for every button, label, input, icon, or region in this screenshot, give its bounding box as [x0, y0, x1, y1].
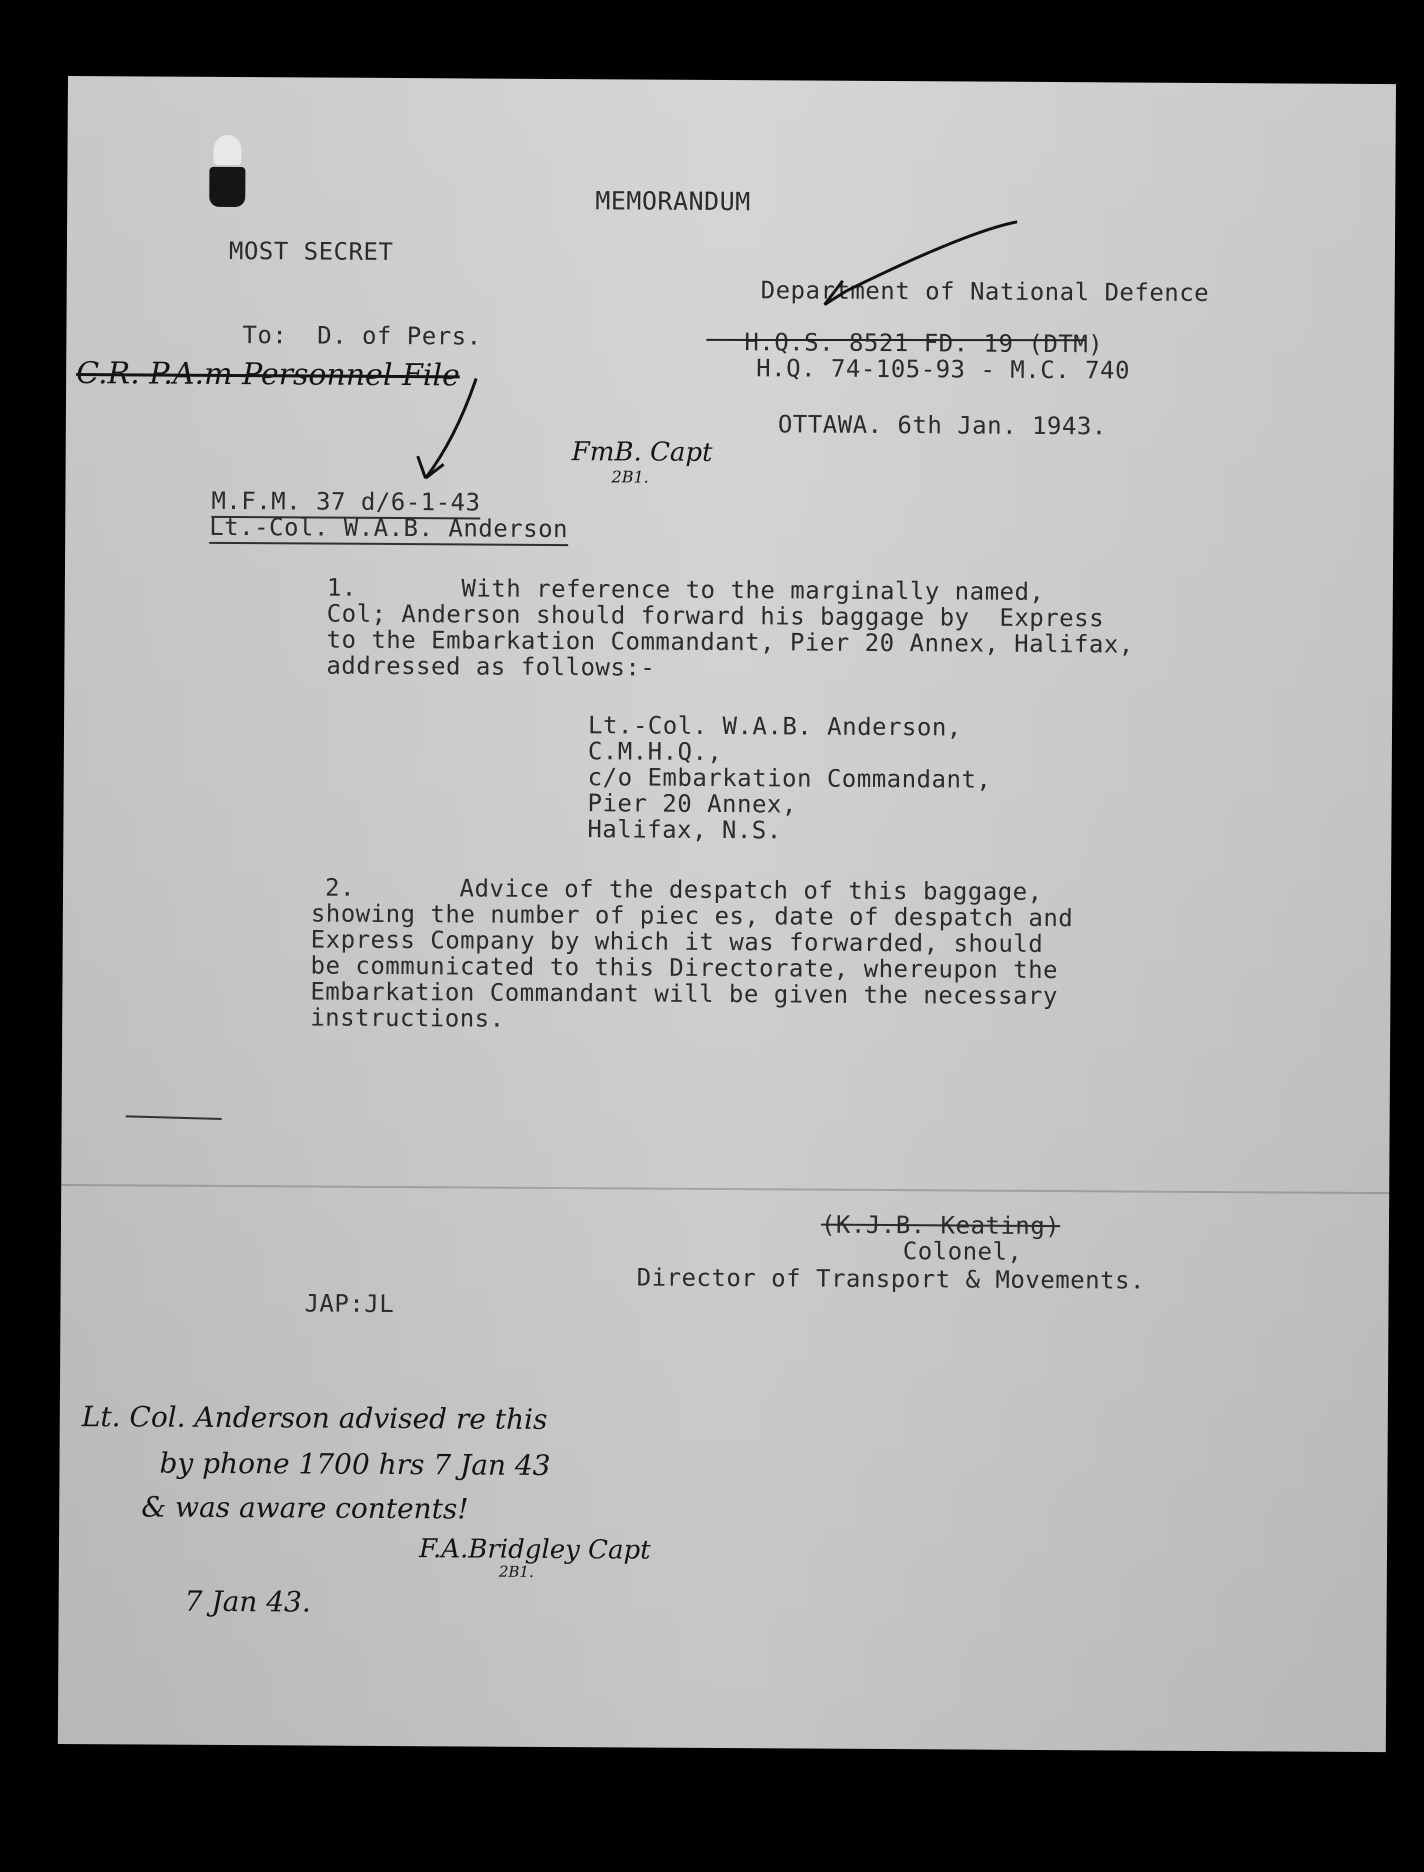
pen-stroke [418, 456, 444, 478]
file-reference-2: H.Q. 74-105-93 - M.C. 740 [756, 354, 1131, 385]
signature-title: Director of Transport & Movements. [636, 1263, 1146, 1295]
handwritten-initials-sub: 2B1. [611, 467, 649, 487]
address-line: Halifax, N.S. [587, 815, 782, 845]
handwritten-note-line: Lt. Col. Anderson advised re this [81, 1400, 548, 1436]
para1-line: Col; Anderson should forward his baggage by Express [326, 599, 1105, 633]
file-reference-1: H.Q.S. 8521 FD. 19 (DTM) [744, 328, 1104, 359]
punch-hole [213, 135, 241, 165]
memo-title: MEMORANDUM [595, 186, 751, 217]
department-name: Department of National Defence [760, 276, 1210, 307]
address-line: c/o Embarkation Commandant, [587, 763, 992, 794]
margin-reference: M.F.M. 37 d/6-1-43 [211, 487, 480, 520]
classification-label: MOST SECRET [228, 236, 394, 266]
handwritten-file-note: C.R. P.A.m Personnel File [76, 356, 460, 394]
place-date: OTTAWA. 6th Jan. 1943. [777, 410, 1107, 441]
address-line: Lt.-Col. W.A.B. Anderson, [587, 711, 962, 742]
para2-line: be communicated to this Directorate, whereupon the [310, 951, 1059, 985]
margin-name: Lt.-Col. W.A.B. Anderson [209, 513, 568, 546]
handwritten-note-signature: F.A.Bridgley Capt [418, 1534, 651, 1566]
para2-line: Express Company by which it was forwarded, should [310, 925, 1044, 958]
to-line: To: D. of Pers. [242, 321, 482, 351]
address-line: C.M.H.Q., [587, 737, 723, 767]
handwritten-initials: FmB. Capt [571, 437, 713, 468]
page-fold-line [61, 1184, 1389, 1194]
handwritten-note-signature-sub: 2B1. [498, 1562, 534, 1581]
para1-line: addressed as follows:- [326, 651, 656, 682]
pen-stroke [126, 1116, 222, 1119]
para2-line: Embarkation Commandant will be given the necessary [310, 977, 1058, 1011]
para2-line: showing the number of piec es, date of despatch and [310, 899, 1074, 933]
para2-line: instructions. [310, 1003, 505, 1033]
memo-page [58, 76, 1396, 1752]
para1-line: 1. With reference to the marginally named, [326, 573, 1045, 606]
para1-line: to the Embarkation Commandant, Pier 20 Annex, Halifax, [326, 625, 1134, 659]
handwritten-note-date: 7 Jan 43. [184, 1584, 311, 1619]
signature-name: (K.J.B. Keating) [820, 1210, 1061, 1241]
para2-line: 2. Advice of the despatch of this baggage, [324, 873, 1043, 906]
address-line: Pier 20 Annex, [587, 789, 797, 819]
handwritten-note-line: by phone 1700 hrs 7 Jan 43 [159, 1446, 551, 1482]
handwritten-note-line: & was aware contents! [141, 1490, 469, 1526]
signature-rank: Colonel, [902, 1237, 1023, 1266]
ink-stamp-mark [209, 167, 245, 207]
typist-initials: JAP:JL [304, 1289, 395, 1319]
